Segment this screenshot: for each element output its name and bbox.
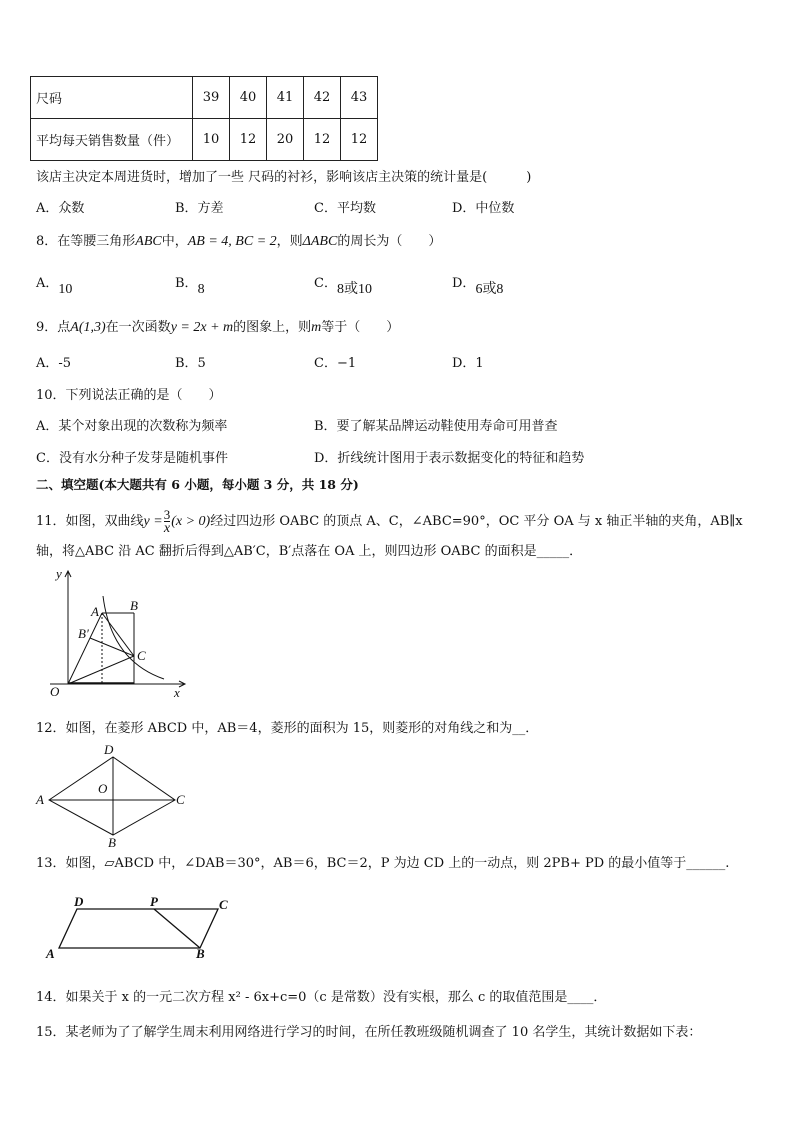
- q10-option-d: D．折线统计图用于表示数据变化的特征和趋势: [314, 451, 585, 466]
- q10-option-b: B．要了解某品牌运动鞋使用寿命可用普查: [314, 419, 558, 434]
- label-o: O: [98, 781, 108, 796]
- label-b: B: [130, 598, 138, 613]
- q14-stem: 14．如果关于 x 的一元二次方程 x² - 6x+c=0（c 是常数）没有实根，那么 c 的取值范围是____．: [36, 990, 607, 1005]
- q13-stem: 13．如图，▱ABCD 中，∠DAB＝30°，AB＝6，BC＝2，P 为边 CD 上的一动点，则 2PB+ PD 的最小值等于______.: [36, 856, 730, 871]
- label-x: x: [174, 685, 180, 700]
- q8-option-d: [452, 276, 504, 297]
- q8-option-b: [175, 276, 205, 297]
- q7-option-a: A．众数: [36, 201, 85, 216]
- q9-math-func: y = 2x + m: [170, 320, 234, 335]
- q11-fraction-den: x: [163, 521, 171, 536]
- table-cell: 平均每天销售数量（件）: [31, 119, 193, 161]
- label-a: A: [46, 946, 55, 961]
- q11-fraction-num: 3: [163, 507, 171, 522]
- q15-stem: 15．某老师为了了解学生周末利用网络进行学习的时间，在所任教班级随机调查了 10 名学生，其统计数据如下表：: [36, 1025, 702, 1040]
- q9-math-m: m: [311, 320, 322, 335]
- q12-stem: 12．如图，在菱形 ABCD 中，AB＝4，菱形的面积为 15，则菱形的对角线之和为__．: [36, 721, 539, 736]
- label-a: A: [91, 604, 99, 619]
- q8-stem: [36, 234, 441, 250]
- table-row: [31, 77, 378, 119]
- q13-figure: [44, 894, 244, 964]
- q8-suffix: 的周长为（ ）: [337, 234, 442, 249]
- segment-oa: [68, 613, 102, 684]
- table-cell: 20: [267, 119, 304, 161]
- q11-func-y: y =: [143, 514, 163, 529]
- label-b-prime: B′: [78, 626, 89, 641]
- q8-option-letter: A．: [36, 276, 59, 291]
- q9-option-b: B．5: [175, 356, 206, 371]
- segment-pb: [154, 909, 200, 948]
- label-o: O: [50, 684, 60, 699]
- label-c: C: [176, 792, 185, 807]
- label-b: B: [108, 835, 116, 850]
- q8-option-c: [314, 276, 372, 297]
- table-cell: 42: [304, 77, 341, 119]
- q10-stem: 10．下列说法正确的是（ ）: [36, 388, 222, 403]
- q9-option-d: D．1: [452, 356, 484, 371]
- label-d: D: [74, 894, 84, 909]
- q8-option-value: 6或8: [475, 282, 504, 297]
- label-d: D: [104, 742, 114, 757]
- section-heading: 二、填空题(本大题共有 6 小题，每小题 3 分，共 18 分): [36, 477, 359, 492]
- q8-option-value: 8: [197, 282, 205, 297]
- segment-oc: [68, 656, 134, 684]
- table-cell: 40: [230, 77, 267, 119]
- q11-line1: [36, 508, 743, 535]
- q9-mid2: 的图象上，则: [233, 320, 312, 335]
- label-c: C: [219, 897, 228, 912]
- q8-option-letter: D．: [452, 276, 476, 291]
- q11-line1-rest: 经过四边形 OABC 的顶点 A、C，∠ABC=90°，OC 平分 OA 与 x 轴正半轴的夹角，AB∥x: [210, 514, 743, 529]
- q10-option-a: A．某个对象出现的次数称为频率: [36, 419, 228, 434]
- size-sales-table: [30, 76, 378, 161]
- table-cell: 尺码: [31, 77, 193, 119]
- label-y: y: [56, 566, 62, 581]
- q9-stem: [36, 320, 399, 336]
- q11-figure: [36, 566, 196, 700]
- q8-option-letter: B．: [175, 276, 198, 291]
- q8-mid2: ，则: [276, 234, 303, 249]
- table-cell: 12: [230, 119, 267, 161]
- q7-option-d: D．中位数: [452, 201, 515, 216]
- table-cell: 12: [341, 119, 378, 161]
- q9-option-c: C．−1: [314, 356, 357, 371]
- label-c: C: [137, 648, 146, 663]
- rhombus: [49, 757, 175, 835]
- q11-prefix: 11．如图，双曲线: [36, 514, 144, 529]
- q9-prefix: 9．点: [36, 320, 71, 335]
- q8-math-abc: ABC: [135, 234, 162, 249]
- q8-option-value: 8或10: [336, 282, 372, 297]
- q8-option-value: 10: [58, 282, 73, 297]
- q7-stem: 该店主决定本周进货时，增加了一些 尺码的衬衫，影响该店主决策的统计量是( ): [36, 170, 532, 185]
- q8-mid1: 中，: [161, 234, 188, 249]
- label-b: B: [196, 946, 205, 961]
- q8-option-a: [36, 276, 73, 297]
- q11-func-cond: (x > 0): [171, 514, 211, 529]
- q7-option-b: B．方差: [175, 201, 224, 216]
- q7-option-c: C．平均数: [314, 201, 376, 216]
- table-cell: 43: [341, 77, 378, 119]
- table-cell: 10: [193, 119, 230, 161]
- q9-math-point: A(1,3): [70, 320, 106, 335]
- q8-math-sides: AB = 4, BC = 2: [187, 234, 277, 249]
- q8-option-letter: C．: [314, 276, 337, 291]
- q9-suffix: 等于（ ）: [321, 320, 400, 335]
- q8-prefix: 8．在等腰三角形: [36, 234, 136, 249]
- label-a: A: [36, 792, 44, 807]
- table-row: [31, 119, 378, 161]
- table-cell: 41: [267, 77, 304, 119]
- q9-option-a: A．-5: [36, 356, 72, 371]
- q10-option-c: C．没有水分种子发芽是随机事件: [36, 451, 228, 466]
- parallelogram: [59, 909, 218, 948]
- table-cell: 12: [304, 119, 341, 161]
- q9-mid: 在一次函数: [105, 320, 171, 335]
- q11-line2: 轴，将△ABC 沿 AC 翻折后得到△AB′C，B′点落在 OA 上，则四边形 OABC 的面积是_____．: [36, 544, 583, 559]
- q11-fraction: [164, 508, 171, 535]
- q8-math-triangle: ΔABC: [302, 234, 338, 249]
- q12-figure: [36, 740, 196, 850]
- label-p: P: [150, 894, 158, 909]
- table-cell: 39: [193, 77, 230, 119]
